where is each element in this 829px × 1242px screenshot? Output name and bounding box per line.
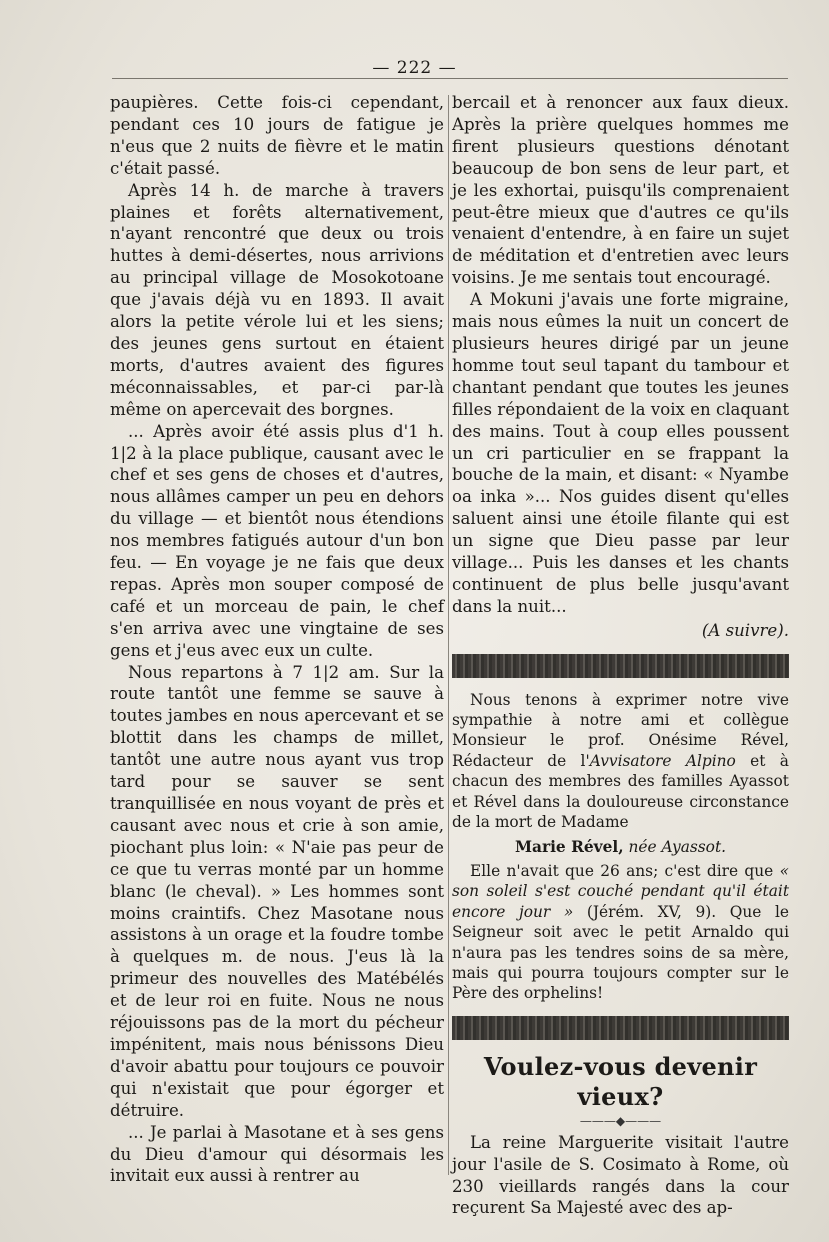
- notice-intro: [452, 690, 789, 833]
- deceased-maiden-name: née Ayassot.: [623, 837, 727, 856]
- paragraph: bercail et à renoncer aux faux dieux. Après la prière quelques hommes me firent plusieurs questions dénotant beaucoup de bon sens de leur part, et je les exhortai, puisqu'ils comprenaient peut-être mieux que d'autres ce qu'ils venaient d'entendre, à en faire un sujet de méditation et d'entretien avec leurs voisins. Je me sentais tout encouragé.: [452, 93, 789, 288]
- article-text: La reine Marguerite visitait l'autre jour l'asile de S. Cosimato à Rome, où 230 vieillards rangés dans la cour reçurent Sa Majesté avec des ap-: [452, 1132, 789, 1218]
- header-rule: [112, 78, 788, 79]
- newspaper-name: Avvisatore Alpino: [589, 751, 736, 770]
- deceased-name: [452, 837, 789, 857]
- notice-body-end: (Jérém. XV, 9). Que le Seigneur soit avec le petit Arnaldo qui n'aura pas les tendres soins de sa mère, mais qui pourra toujours compter sur le Père des orphelins!: [452, 902, 789, 1003]
- page-number: — 222 —: [372, 58, 457, 78]
- condolence-notice: [452, 690, 789, 1004]
- notice-quote: « son soleil s'est couché pendant qu'il était encore jour »: [452, 861, 789, 921]
- paragraph: ... Après avoir été assis plus d'1 h. 1|2 à la place publique, causant avec le chef et ses gens de choses et d'autres, nous allâmes camper un peu en dehors du village — et bientôt nous étendions nos membres fatigués autour d'un bon feu. — En voyage je ne fais que deux repas. Après mon souper composé de café et un morceau de pain, le chef s'en arriva avec une vingtaine de ses gens et j'eus avec eux un culte.: [110, 421, 444, 660]
- left-column: [110, 92, 444, 1187]
- title-flourish: ———◆———: [579, 1113, 662, 1128]
- notice-intro-text: Nous tenons à exprimer notre vive sympathie à notre ami et collègue Monsieur le prof. Onésime Rével, Rédacteur de l': [452, 690, 789, 770]
- to-be-continued: (A suivre).: [701, 620, 789, 640]
- paragraph: ... Je parlai à Masotane et à ses gens du Dieu d'amour qui désormais les invitait eux aussi à rentrer au: [110, 1122, 444, 1186]
- notice-intro-end: et à chacun des membres des familles Ayassot et Rével dans la douloureuse circonstance de la mort de Madame: [452, 751, 789, 832]
- article-title: Voulez-vous devenir vieux?: [483, 1051, 758, 1111]
- paragraph: Après 14 h. de marche à travers plaines et forêts alternativement, n'ayant rencontré que deux ou trois huttes à demi-désertes, nous arrivions au principal village de Mosokotoane que j'avais déjà vu en 1893. Il avait alors la petite vérole lui et les siens; des jeunes gens surtout en étaient morts, d'autres avaient des figures méconnaissables, et par-ci par-là même on apercevait des borgnes.: [110, 180, 444, 419]
- ornamental-band: [452, 1016, 789, 1040]
- paragraph: paupières. Cette fois-ci cependant, pendant ces 10 jours de fatigue je n'eus que 2 nuits de fièvre et le matin c'était passé.: [110, 93, 444, 178]
- column-divider: [448, 95, 449, 1175]
- notice-body-start: Elle n'avait que 26 ans; c'est dire que: [470, 861, 780, 880]
- ornamental-band: [452, 654, 789, 678]
- right-column: [452, 92, 789, 1219]
- paragraph: A Mokuni j'avais une forte migraine, mais nous eûmes la nuit un concert de plusieurs heures dirigé par un jeune homme tout seul tapant du tambour et chantant pendant que toutes les jeunes filles répondaient de la voix en claquant des mains. Tout à coup elles poussent un cri particulier en se frappant la bouche de la main, et disant: « Nyambe oa inka »... Nos guides disent qu'elles saluent ainsi une étoile filante qui est un signe que Dieu passe par leur village... Puis les danses et les chants continuent de plus belle jusqu'avant dans la nuit...: [452, 290, 789, 616]
- notice-body: [452, 861, 789, 1004]
- deceased-name-bold: Marie Rével,: [514, 837, 624, 856]
- paragraph: Nous repartons à 7 1|2 am. Sur la route tantôt une femme se sauve à toutes jambes en nous apercevant et se blottit dans les champs de millet, tantôt une autre nous ayant vus trop tard pour se sauver se sent tranquillisée en nous voyant de près et causant avec nous et crie à son amie, piochant plus loin: « N'aie pas peur de ce que tu verras monté par un homme blanc (le cheval). » Les hommes sont moins craintifs. Chez Masotane nous assistons à un orage et la foudre tombe à quelques m. de nous. J'eus là la primeur des nouvelles des Matébélés et de leur roi en fuite. Nous ne nous réjouissons pas de la mort du pécheur impénitent, mais nous bénissons Dieu d'avoir abattu pour toujours ce pouvoir qui n'existait que pour égorger et détruire.: [110, 662, 444, 1120]
